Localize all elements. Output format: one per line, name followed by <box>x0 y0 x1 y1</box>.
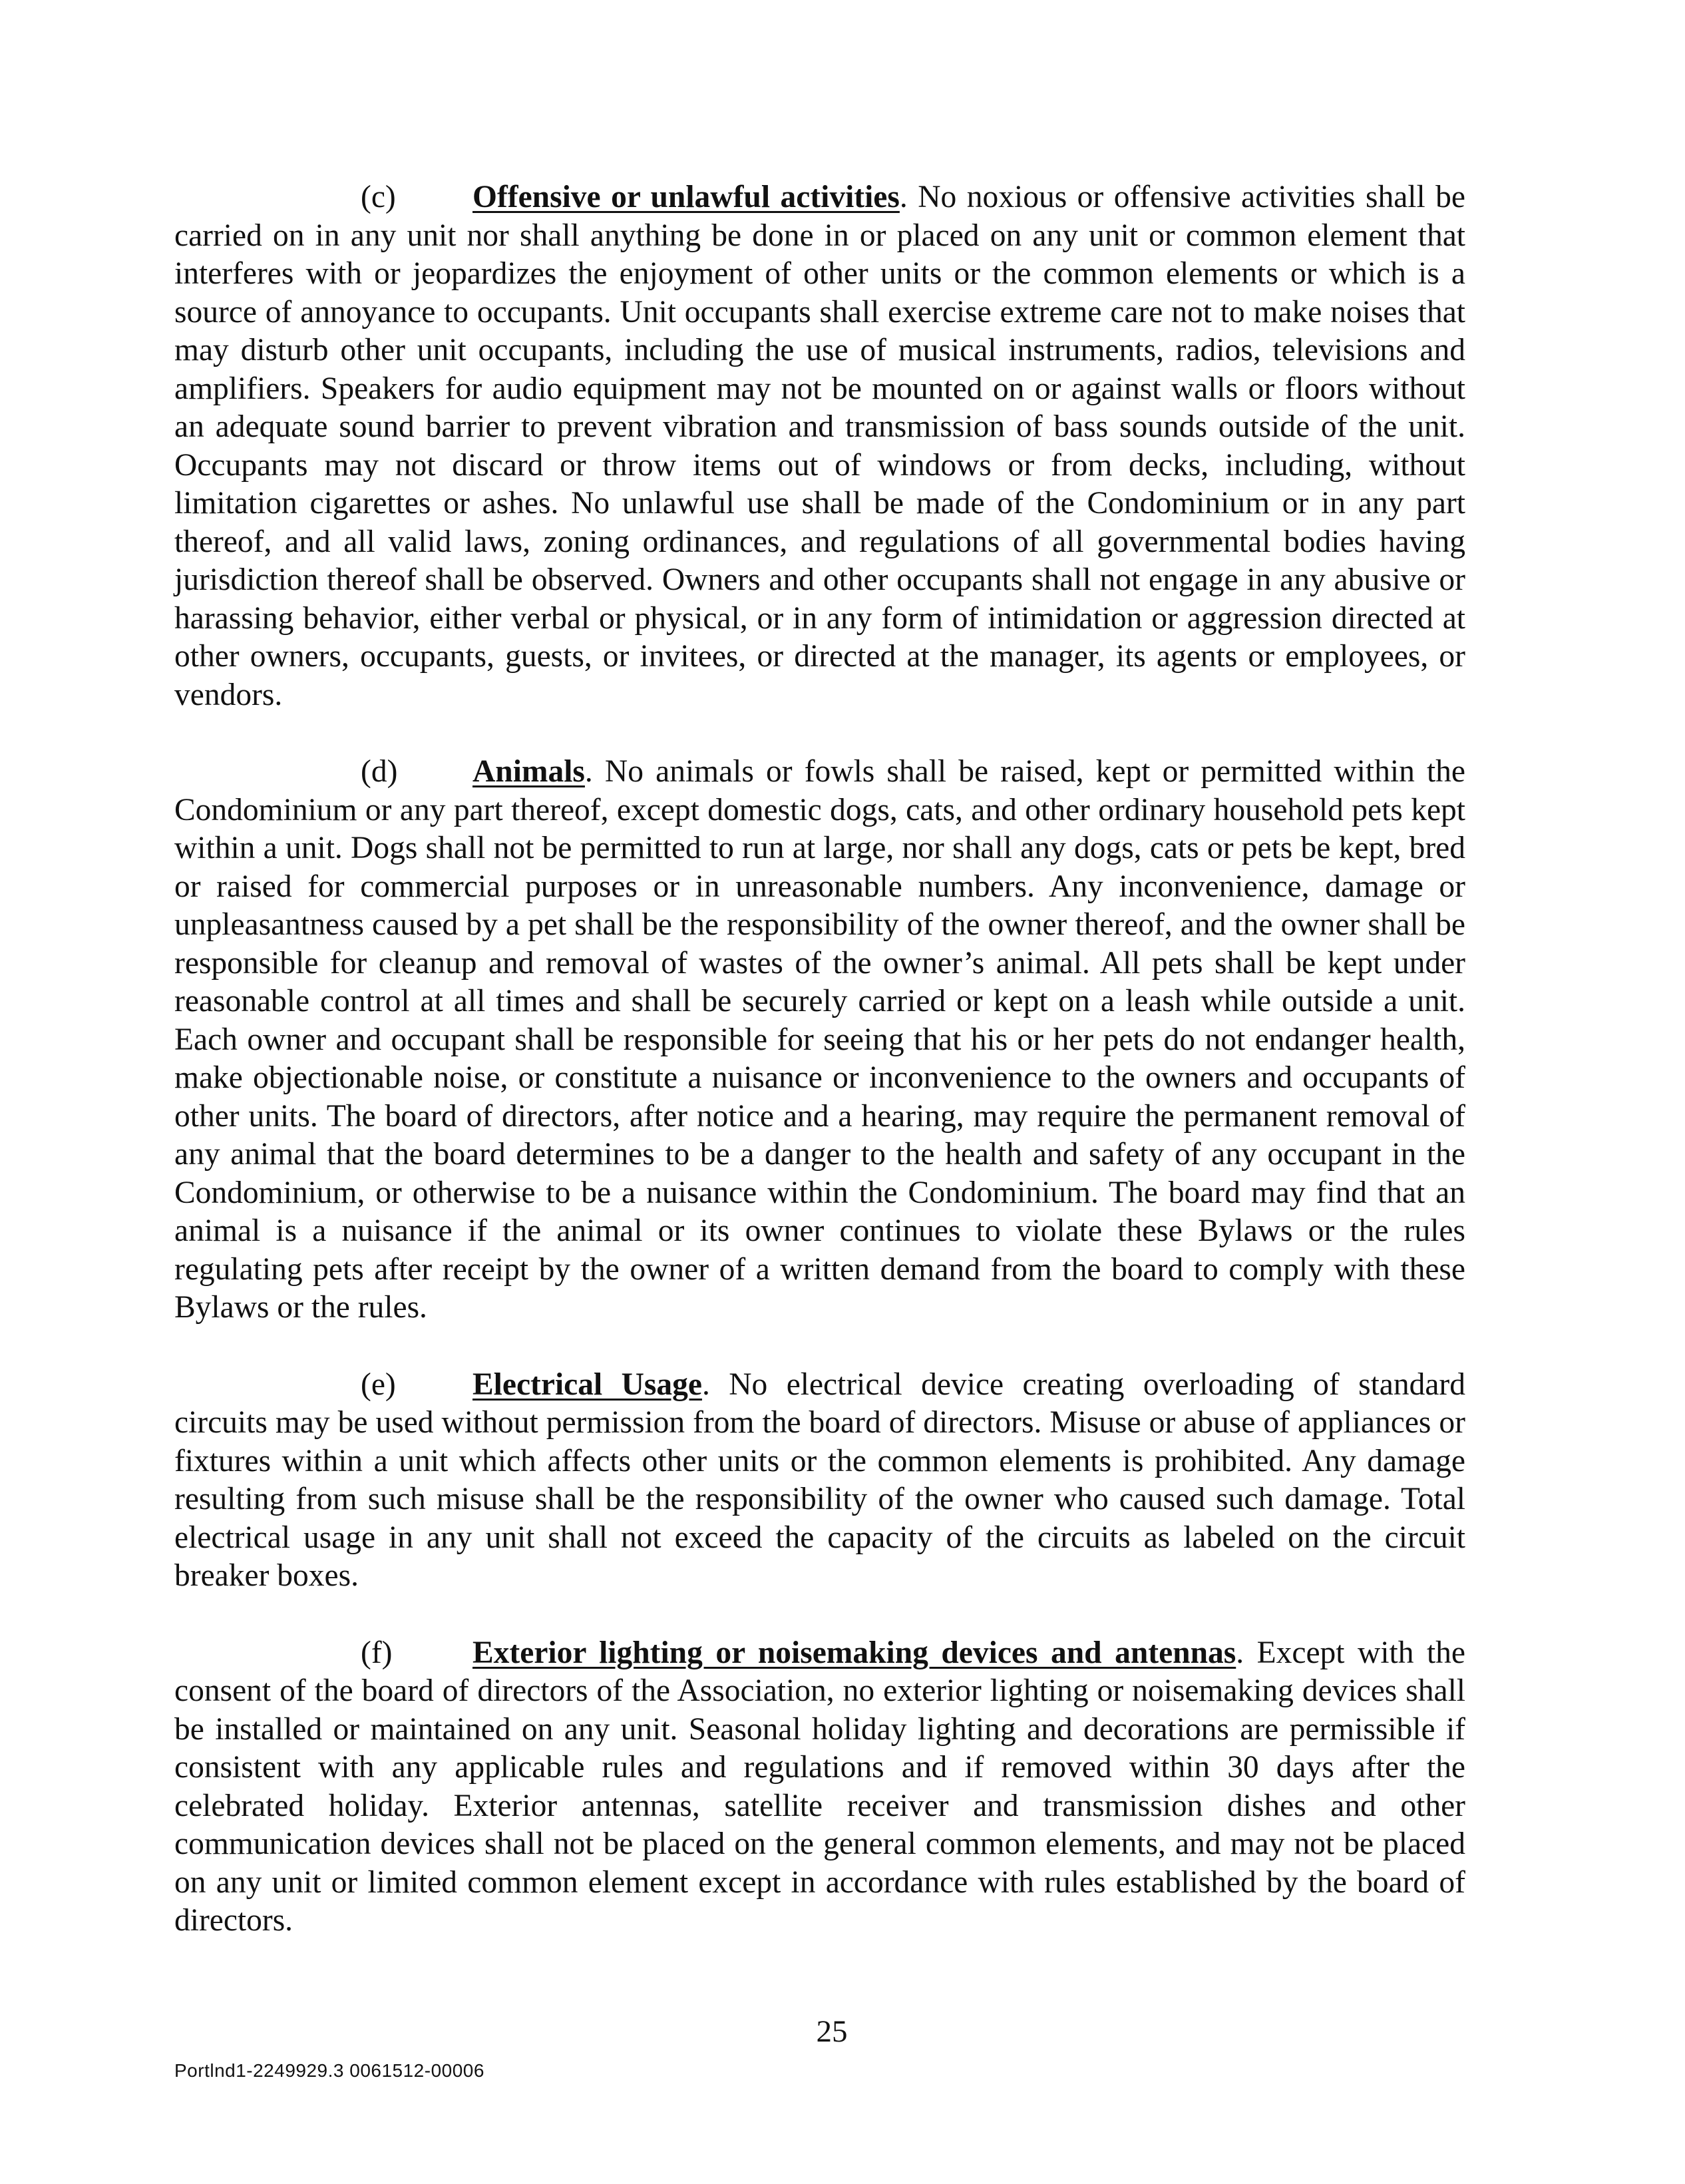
page-number: 25 <box>816 2014 848 2049</box>
section-c-heading: Offensive or unlawful activities <box>472 180 900 214</box>
section-d-paragraph <box>174 753 1465 1327</box>
section-f-label: (f) <box>361 1635 393 1670</box>
section-d-text: . No animals or fowls shall be raised, kept or permitted within the Condominium or any part thereof, except domestic dogs, cats, and other ordinary household pets kept within a unit. Dogs shall not be permitted to run at large, nor shall any dogs, cats or pets be kept, bred or raised for commercial purposes or in unreasonable numbers. Any inconvenience, damage or unpleasantness caused by a pet shall be the responsibility of the owner thereof, and the owner shall be responsible for cleanup and removal of wastes of the owner’s animal. All pets shall be kept under reasonable control at all times and shall be securely carried or kept on a leash while outside a unit. Each owner and occupant shall be responsible for seeing that his or her pets do not endanger health, make objectionable noise, or constitute a nuisance or inconvenience to the owners and occupants of other units. The board of directors, after notice and a hearing, may require the permanent removal of any animal that the board determines to be a danger to the health and safety of any occupant in the Condominium, or otherwise to be a nuisance within the Condominium. The board may find that an animal is a nuisance if the animal or its owner continues to violate these Bylaws or the rules regulating pets after receipt by the owner of a written demand from the board to comply with these Bylaws or the rules. <box>174 754 1465 1325</box>
section-c-paragraph <box>174 178 1465 714</box>
section-c-label: (c) <box>361 180 396 214</box>
section-f-paragraph <box>174 1634 1465 1940</box>
section-f-text: . Except with the consent of the board of directors of the Association, no exterior lighting or noisemaking devices shall be installed or maintained on any unit. Seasonal holiday lighting and decorations are permissible if consistent with any applicable rules and regulations and if removed within 30 days after the celebrated holiday. Exterior antennas, satellite receiver and transmission dishes and other communication devices shall not be placed on the general common elements, and may not be placed on any unit or limited common element except in accordance with rules established by the board of directors. <box>174 1635 1466 1938</box>
section-e-heading: Electrical Usage <box>472 1367 702 1402</box>
section-e-label: (e) <box>361 1367 396 1402</box>
section-f-heading: Exterior lighting or noisemaking devices and antennas <box>472 1635 1236 1670</box>
section-e-text: . No electrical device creating overloading of standard circuits may be used without permission from the board of directors. Misuse or abuse of appliances or fixtures within a unit which affects other units or the common elements is prohibited. Any damage resulting from such misuse shall be the responsibility of the owner who caused such damage. Total electrical usage in any unit shall not exceed the capacity of the circuits as labeled on the circuit breaker boxes. <box>174 1367 1465 1593</box>
section-d-label: (d) <box>361 754 398 789</box>
document-body <box>174 178 1465 1940</box>
section-d-heading: Animals <box>472 754 585 789</box>
section-c-text: . No noxious or offensive activities shall be carried on in any unit nor shall anything be done in or placed on any unit or common element that interferes with or jeopardizes the enjoyment of other units or the common elements or which is a source of annoyance to occupants. Unit occupants shall exercise extreme care not to make noises that may disturb other unit occupants, including the use of musical instruments, radios, televisions and amplifiers. Speakers for audio equipment may not be mounted on or against walls or floors without an adequate sound barrier to prevent vibration and transmission of bass sounds outside of the unit. Occupants may not discard or throw items out of windows or from decks, including, without limitation cigarettes or ashes. No unlawful use shall be made of the Condominium or in any part thereof, and all valid laws, zoning ordinances, and regulations of all governmental bodies having jurisdiction thereof shall be observed. Owners and other occupants shall not engage in any abusive or harassing behavior, either verbal or physical, or in any form of intimidation or aggression directed at other owners, occupants, guests, or invitees, or directed at the manager, its agents or employees, or vendors. <box>174 180 1465 712</box>
section-e-paragraph <box>174 1366 1465 1596</box>
document-footer-id: Portlnd1-2249929.3 0061512-00006 <box>174 2060 484 2081</box>
